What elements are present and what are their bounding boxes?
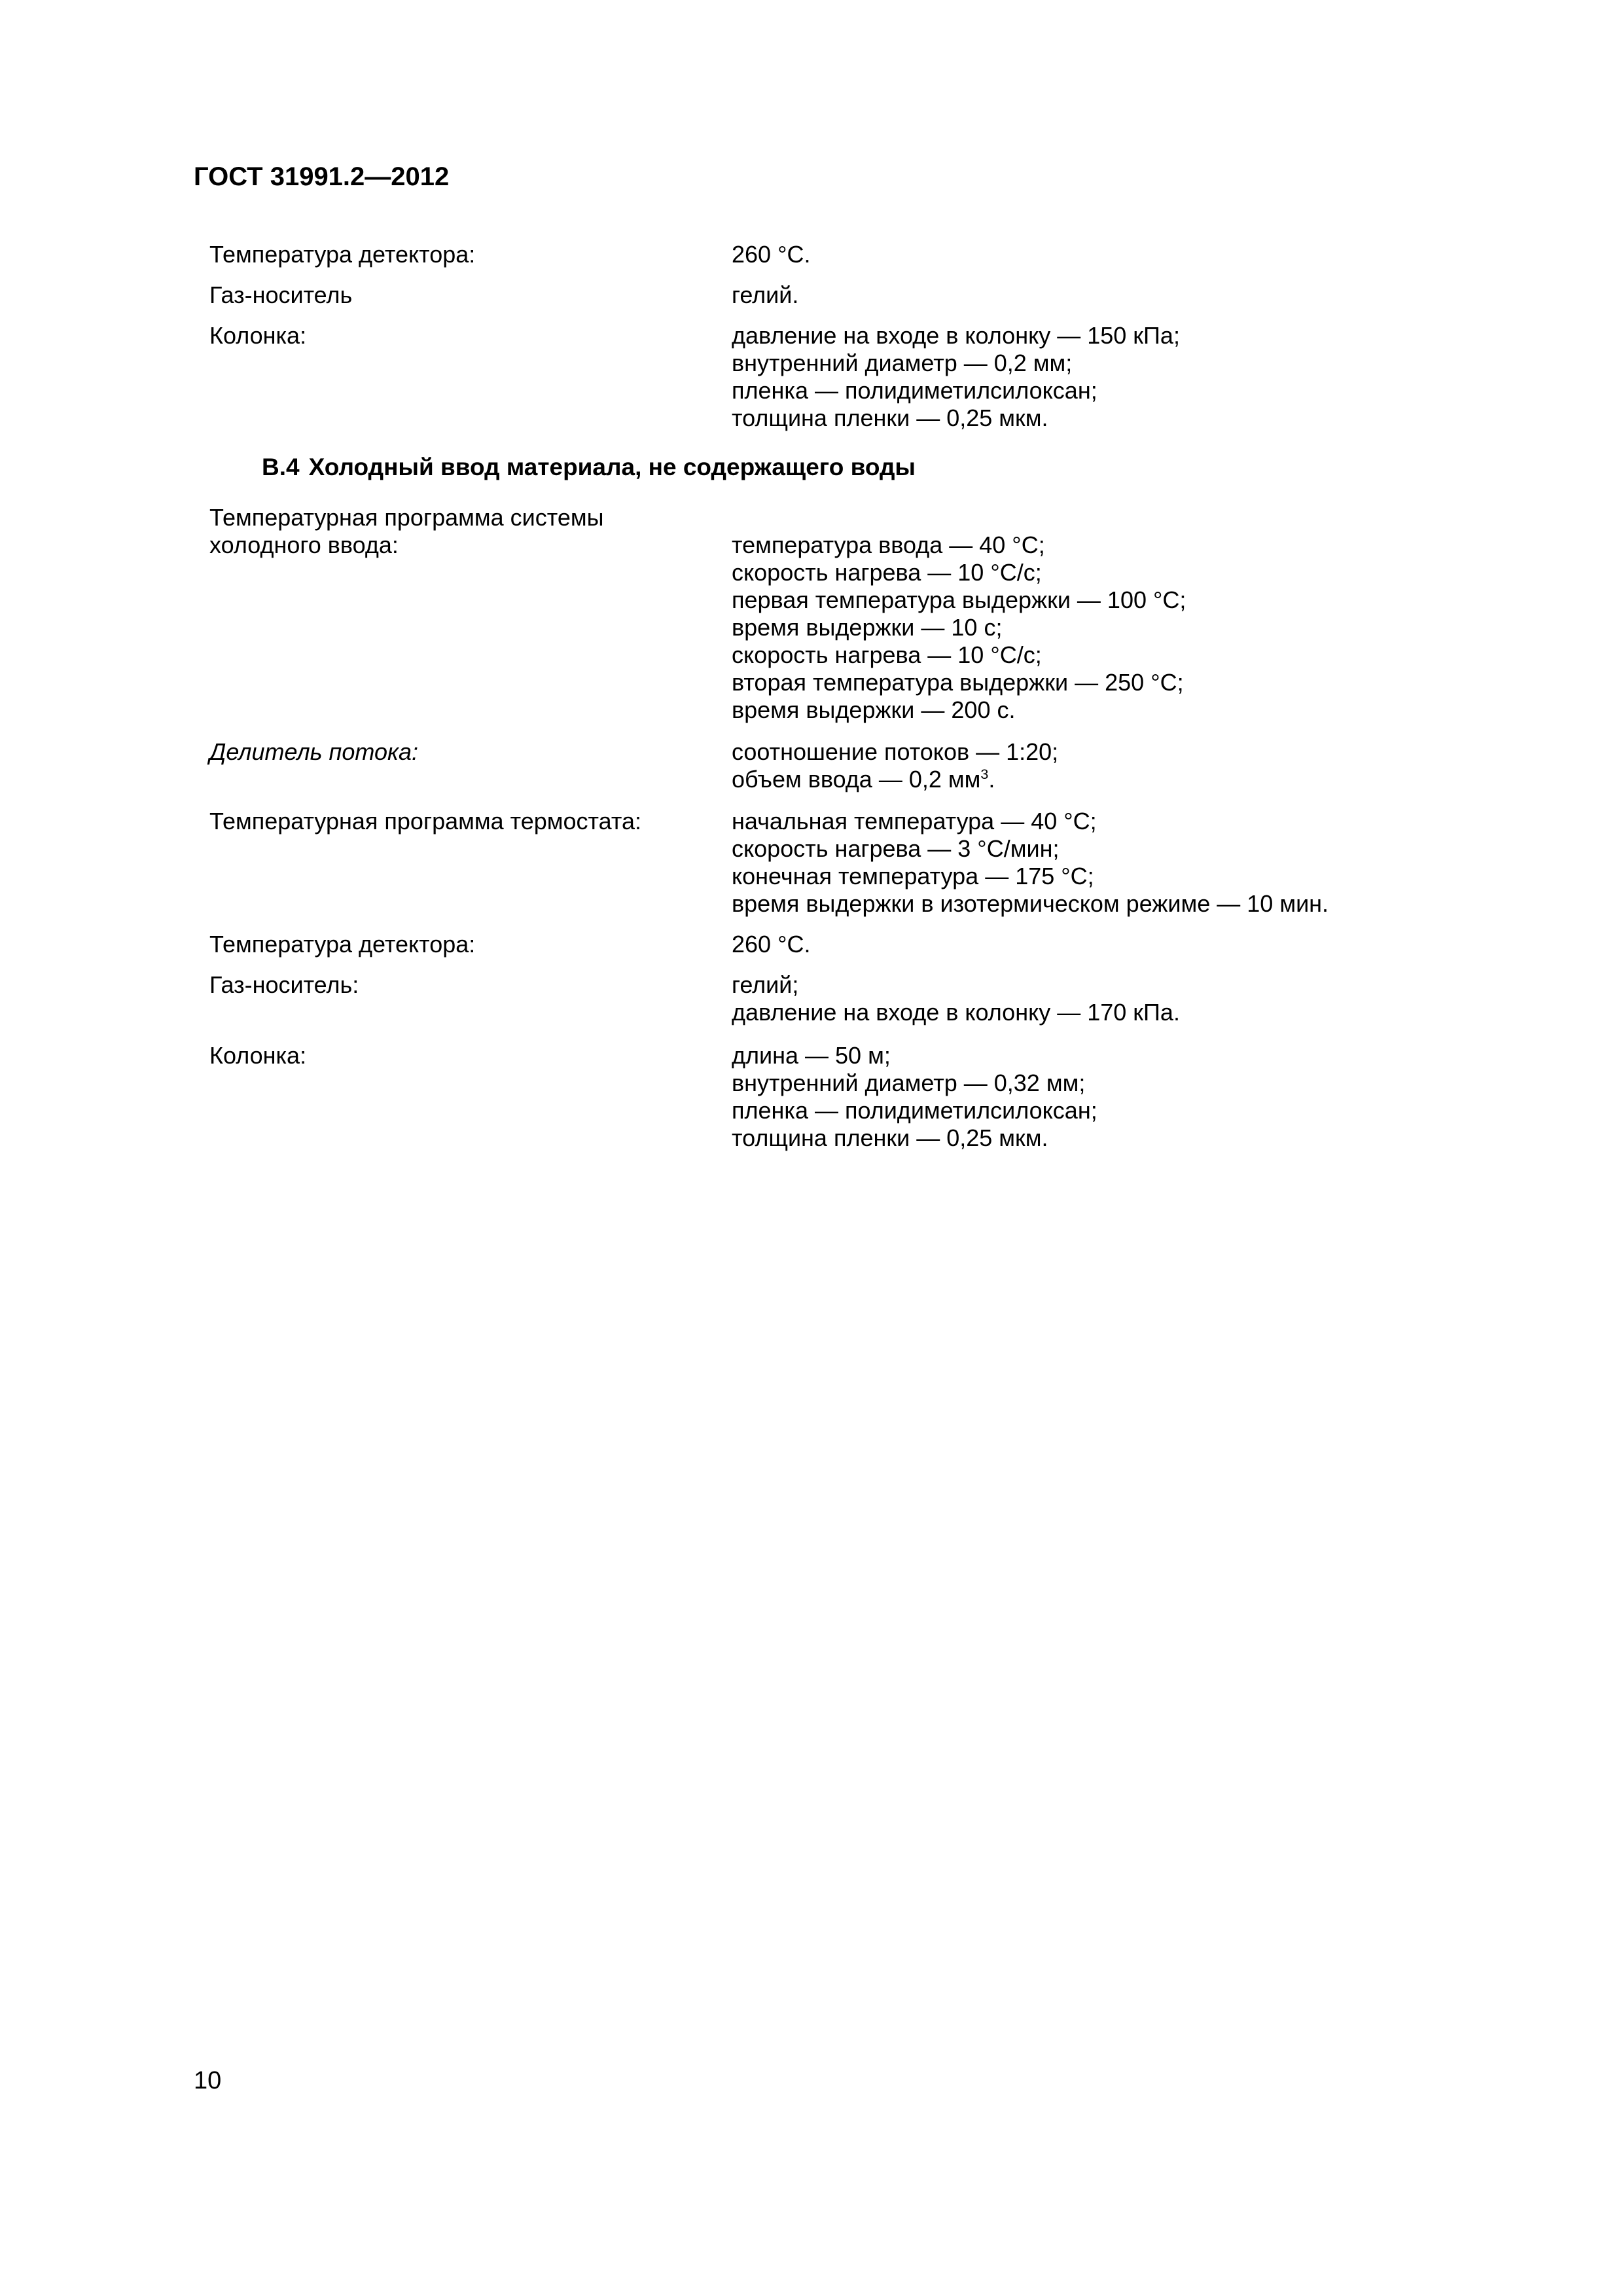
param-values [732, 931, 810, 958]
param-values [732, 322, 1180, 432]
param-label [209, 504, 732, 559]
param-values [732, 281, 798, 309]
param-value-text: объем ввода — 0,2 мм [732, 766, 981, 793]
param-label: Температурная программа термостата: [209, 808, 641, 834]
param-values [732, 808, 1329, 918]
section-number: В.4 [262, 454, 300, 480]
param-value: время выдержки — 10 с; [732, 614, 1003, 641]
param-label: Температура детектора: [209, 931, 476, 958]
param-value: внутренний диаметр — 0,32 мм; [732, 1069, 1086, 1096]
page-number: 10 [194, 2067, 222, 2094]
param-value: 260 °С. [732, 241, 811, 268]
param-value: толщина пленки — 0,25 мкм. [732, 404, 1048, 431]
param-row-column [209, 322, 1453, 432]
param-row-cold-injection-program [209, 504, 1453, 724]
param-values [732, 531, 1186, 724]
document-body [209, 241, 1453, 1152]
param-values [732, 971, 1180, 1026]
param-value: соотношение потоков — 1:20; [732, 738, 1059, 765]
param-label: Газ-носитель [209, 281, 353, 308]
param-value: длина — 50 м; [732, 1042, 891, 1069]
superscript-exponent: 3 [980, 766, 989, 782]
param-label: Делитель потока: [209, 738, 419, 765]
param-value-period: . [988, 766, 995, 793]
param-value: начальная температура — 40 °С; [732, 808, 1097, 834]
param-value: скорость нагрева — 10 °С/с; [732, 559, 1042, 586]
param-value: 260 °С. [732, 931, 811, 958]
param-label: Температура детектора: [209, 241, 476, 268]
param-value: время выдержки в изотермическом режиме — 10 мин. [732, 890, 1329, 917]
param-row-column-b4 [209, 1042, 1453, 1152]
param-row-carrier-gas [209, 281, 1453, 309]
param-value: внутренний диаметр — 0,2 мм; [732, 350, 1073, 376]
param-value: скорость нагрева — 10 °С/с; [732, 641, 1042, 668]
param-label: Колонка: [209, 1042, 307, 1069]
param-value: первая температура выдержки — 100 °С; [732, 586, 1186, 613]
param-label-line: холодного ввода: [209, 531, 399, 558]
param-label: Колонка: [209, 322, 307, 349]
param-row-detector-temperature [209, 241, 1453, 268]
param-value-injection-volume [732, 766, 1058, 793]
param-value: гелий. [732, 281, 799, 308]
param-value: гелий; [732, 971, 799, 998]
param-values [732, 241, 810, 268]
param-value: скорость нагрева — 3 °С/мин; [732, 835, 1060, 862]
param-label: Газ-носитель: [209, 971, 359, 998]
param-values [732, 738, 1058, 793]
param-value: пленка — полидиметилсилоксан; [732, 377, 1097, 404]
param-label-line: Температурная программа системы [209, 504, 604, 531]
param-row-detector-temperature-b4 [209, 931, 1453, 958]
param-value: время выдержки — 200 с. [732, 696, 1016, 723]
param-values [732, 1042, 1097, 1152]
param-row-flow-splitter [209, 738, 1453, 793]
param-row-carrier-gas-b4 [209, 971, 1453, 1026]
section-title: Холодный ввод материала, не содержащего воды [308, 454, 916, 480]
param-value: давление на входе в колонку — 150 кПа; [732, 322, 1180, 349]
param-value: пленка — полидиметилсилоксан; [732, 1097, 1097, 1124]
param-value: конечная температура — 175 °С; [732, 863, 1094, 889]
param-value: толщина пленки — 0,25 мкм. [732, 1124, 1048, 1151]
param-row-thermostat-program [209, 808, 1453, 918]
param-value: температура ввода — 40 °С; [732, 531, 1045, 558]
param-value: вторая температура выдержки — 250 °С; [732, 669, 1184, 696]
section-heading-b4 [262, 453, 1453, 482]
param-value: давление на входе в колонку — 170 кПа. [732, 999, 1180, 1026]
document-code-header: ГОСТ 31991.2—2012 [194, 162, 450, 191]
